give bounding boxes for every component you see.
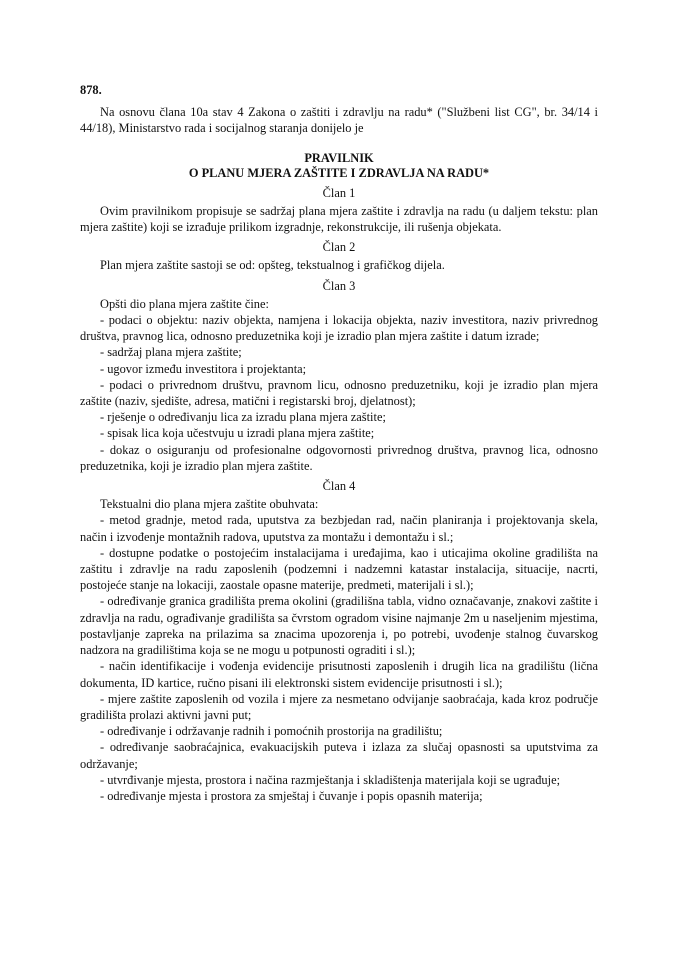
list-item: - način identifikacije i vođenja evidencije prisutnosti zaposlenih i drugih lica na gradilištu (lična dokumenta, ID kartice, ručno pisani ili elektronski sistem evidencije prisutnosti i sl.); xyxy=(80,659,598,690)
article-heading: Član 2 xyxy=(322,240,356,255)
article-heading: Član 3 xyxy=(322,278,356,293)
act-number: 878. xyxy=(80,83,102,97)
document-title-line-2: O PLANU MJERA ZAŠTITE I ZDRAVLJA NA RADU* xyxy=(188,165,490,180)
article-heading: Član 4 xyxy=(322,479,356,494)
list-item: - podaci o objektu: naziv objekta, namjena i lokacija objekta, naziv investitora, naziv privrednog društva, pravnog lica, odnosno preduzetnika koji je izradio plan mjera zaštite i datum izrade; xyxy=(80,313,598,344)
article-paragraph: Ovim pravilnikom propisuje se sadržaj plana mjera zaštite i zdravlja na radu (u daljem tekstu: plan mjera zaštite) koji se izrađuje prilikom izgradnje, rekonstrukcije, ili rušenja objekata. xyxy=(80,203,598,235)
article-2 xyxy=(80,239,598,273)
list-item: - dostupne podatke o postojećim instalacijama i uređajima, kao i uticajima okoline gradilišta na zaštitu i zdravlje na radu zaposlenih (podzemni i nadzemni katastar instalacija, situacije, nacrti, postojeće stanje na lokaciji, zaostale opasne materije, predmeti, materijali i sl.); xyxy=(80,545,598,593)
article-4 xyxy=(80,478,598,804)
list-item: - podaci o privrednom društvu, pravnom licu, odnosno preduzetniku, koji je izradio plan mjera zaštite (naziv, sjedište, adresa, matični i registarski broj, djelatnost); xyxy=(80,377,598,409)
preamble: Na osnovu člana 10a stav 4 Zakona o zaštiti i zdravlju na radu* ("Službeni list CG", br. 34/14 i 44/18), Ministarstvo rada i socijalnog staranja donijelo je xyxy=(80,105,598,136)
list-item: - utvrđivanje mjesta, prostora i načina razmještanja i skladištenja materijala koji se ugrađuje; xyxy=(100,772,561,787)
list-item: - spisak lica koja učestvuju u izradi plana mjera zaštite; xyxy=(100,426,375,441)
article-3 xyxy=(80,278,598,474)
list-item: - određivanje i održavanje radnih i pomoćnih prostorija na gradilištu; xyxy=(100,724,443,739)
list-item: - mjere zaštite zaposlenih od vozila i mjere za nesmetano odvijanje saobraćaja, kada kroz područje gradilišta prolazi aktivni javni put; xyxy=(80,691,598,722)
document-title-line-1: PRAVILNIK xyxy=(304,150,374,165)
document-body xyxy=(80,82,598,804)
list-item: - određivanje granica gradilišta prema okolini (gradilišna tabla, vidno označavanje, znakovi zaštite i zdravlja na radu, ograđivanje gradilišta sa čvrstom ogradom visine najmanje 2m u naseljenim mjestima, postavljanje zapreka na prilazima sa znacima upozorenja i, po potrebi, uvođenje stalnog čuvarskog nadzora na gradilištima koja se ne mogu u potpunosti ograditi i sl.); xyxy=(80,594,598,658)
list-item: - određivanje saobraćajnica, evakuacijskih puteva i izlaza za slučaj opasnosti sa uputstvima za održavanje; xyxy=(80,740,598,771)
list-item: - ugovor između investitora i projektanta; xyxy=(100,361,307,376)
article-heading: Član 1 xyxy=(322,185,356,200)
list-item: - rješenje o određivanju lica za izradu plana mjera zaštite; xyxy=(100,410,386,425)
list-item: - dokaz o osiguranju od profesionalne odgovornosti privrednog društva, pravnog lica, odnosno preduzetnika, koji je izradio plan mjera zaštite. xyxy=(80,442,598,473)
article-1 xyxy=(80,185,598,236)
list-item: - određivanje mjesta i prostora za smještaj i čuvanje i popis opasnih materija; xyxy=(100,788,483,803)
article-paragraph: Opšti dio plana mjera zaštite čine: xyxy=(100,296,269,311)
article-paragraph: Tekstualni dio plana mjera zaštite obuhvata: xyxy=(100,497,319,512)
article-paragraph: Plan mjera zaštite sastoji se od: opšteg, tekstualnog i grafičkog dijela. xyxy=(100,258,445,273)
list-item: - metod gradnje, metod rada, uputstva za bezbjedan rad, način planiranja i projektovanja skela, način i izvođenje montažnih radova, uputstva za montažu i demontažu i sl.; xyxy=(80,513,598,544)
list-item: - sadržaj plana mjera zaštite; xyxy=(100,345,242,360)
